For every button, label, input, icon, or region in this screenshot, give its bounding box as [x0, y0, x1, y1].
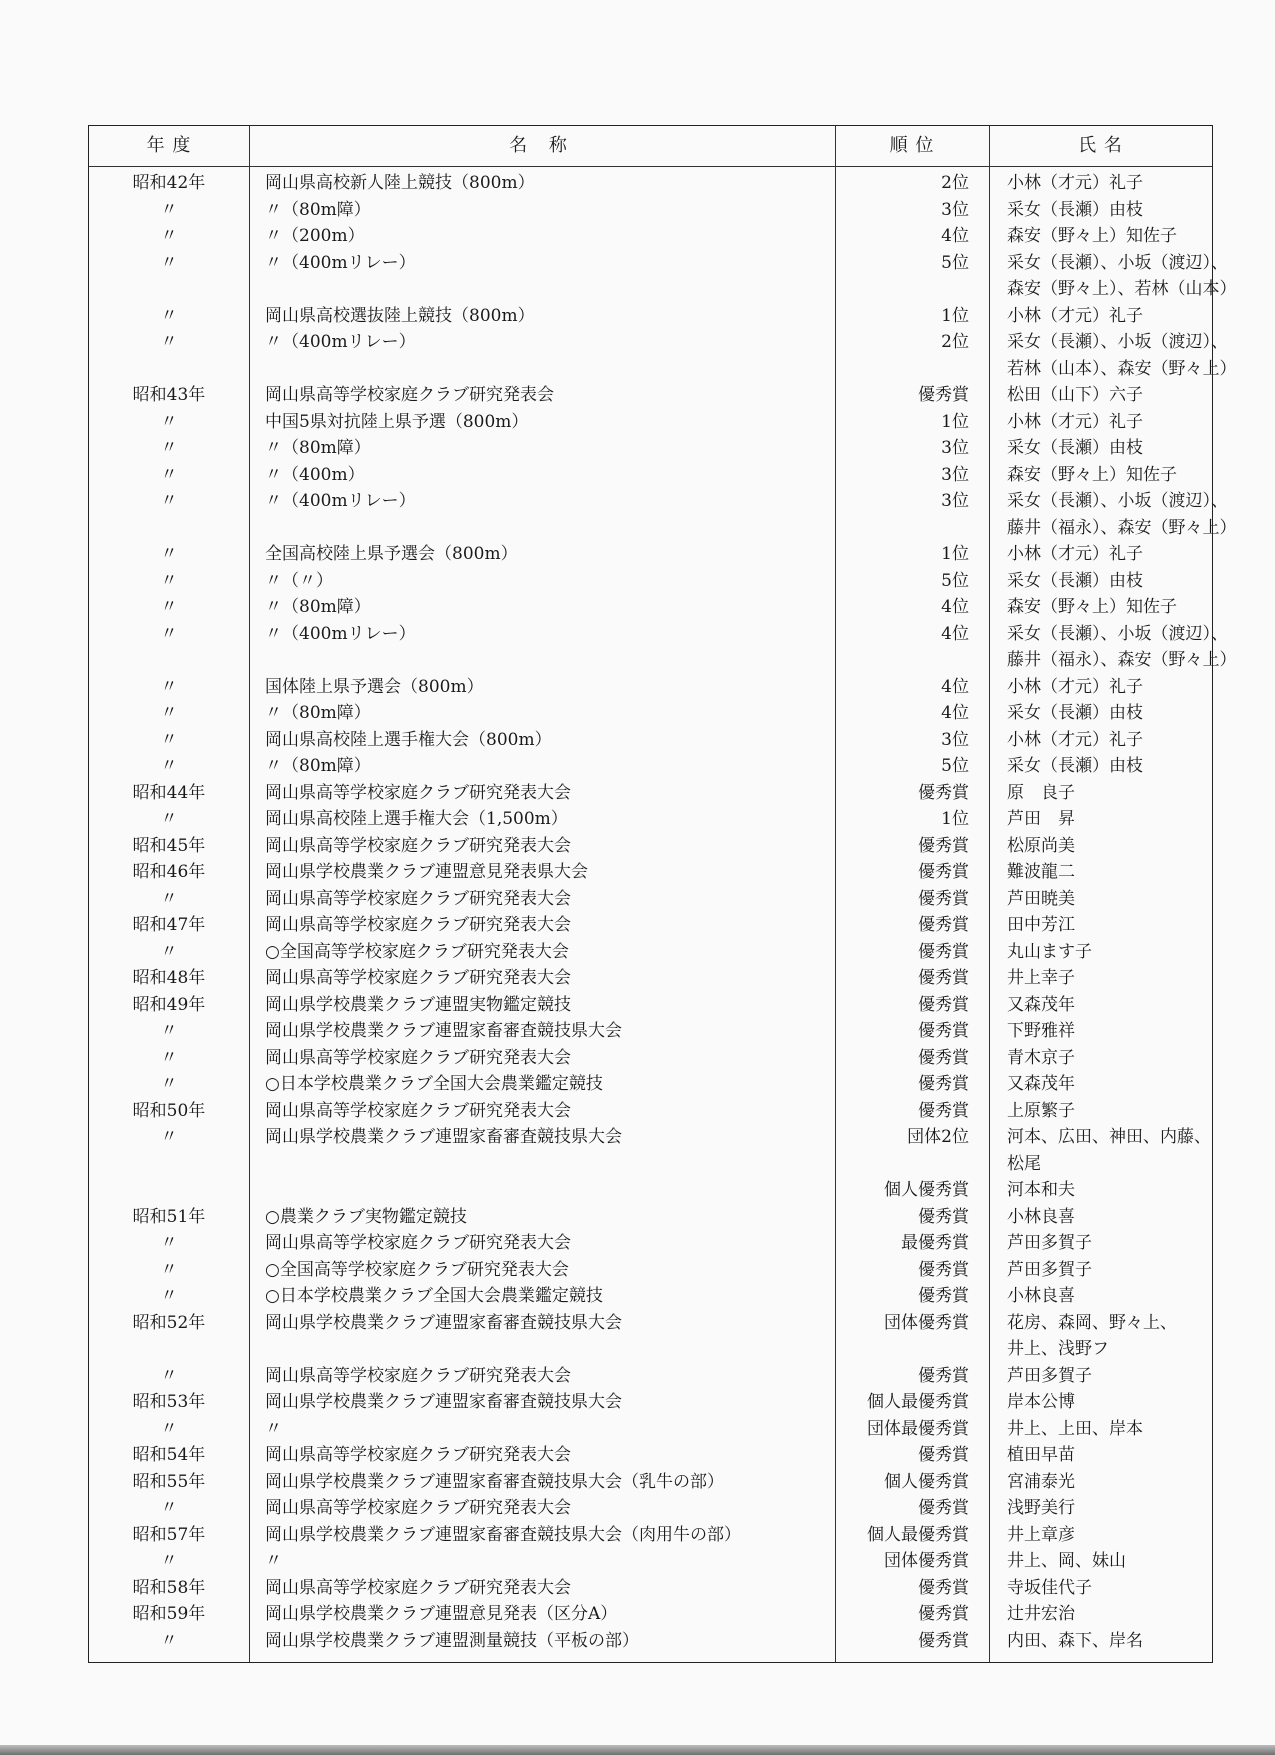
rank-cell: 優秀賞 — [918, 915, 969, 935]
rank-cell: 個人最優秀賞 — [867, 1392, 969, 1412]
name-cell: 小林（才元）礼子 — [1007, 305, 1143, 326]
name-cell: 井上、浅野フ — [1007, 1339, 1109, 1359]
rank-cell: 優秀賞 — [918, 1630, 969, 1651]
rank-cell: 団体優秀賞 — [884, 1551, 969, 1571]
table-row — [89, 462, 1212, 489]
name-cell: 采女（長瀬）、小坂（渡辺）、 — [1007, 623, 1228, 644]
title-cell: 岡山県高校陸上選手権大会（1,500m） — [265, 809, 568, 829]
table-row — [89, 356, 1237, 383]
table-row — [89, 276, 1237, 303]
rank-cell: 優秀賞 — [918, 782, 969, 803]
year-cell: 昭和49年 — [132, 994, 206, 1015]
year-cell: 昭和53年 — [132, 1392, 206, 1412]
rank-cell: 2位 — [941, 173, 969, 193]
title-cell: 〃（80m障） — [265, 756, 371, 776]
table-header — [89, 126, 1212, 167]
title-cell: 岡山県高等学校家庭クラブ研究発表大会 — [265, 835, 571, 856]
title-cell: ○全国高等学校家庭クラブ研究発表大会 — [265, 1259, 569, 1280]
name-cell: 又森茂年 — [1007, 1074, 1075, 1094]
year-cell: 〃 — [160, 597, 178, 617]
rank-cell: 3位 — [941, 199, 969, 220]
table-row — [89, 1310, 1212, 1337]
table-row — [89, 250, 1228, 277]
table-row — [89, 1204, 1212, 1231]
table-row — [89, 1601, 1212, 1628]
table-row — [89, 912, 1212, 939]
year-cell: 〃 — [160, 809, 178, 829]
table-row — [89, 753, 1212, 780]
title-cell: 〃（80m障） — [265, 438, 371, 458]
rank-cell: 優秀賞 — [918, 1604, 969, 1624]
rank-cell: 優秀賞 — [918, 1074, 969, 1094]
year-cell: 〃 — [160, 411, 178, 432]
title-cell: 岡山県高等学校家庭クラブ研究発表大会 — [265, 1233, 571, 1253]
table-row — [89, 435, 1212, 462]
table-row — [89, 541, 1212, 568]
title-cell: 岡山県高等学校家庭クラブ研究発表大会 — [265, 1577, 571, 1598]
year-cell: 昭和51年 — [132, 1206, 206, 1227]
table-row — [89, 1469, 1212, 1496]
rank-cell: 4位 — [941, 703, 969, 723]
title-cell: 岡山県学校農業クラブ連盟意見発表（区分A） — [265, 1604, 618, 1624]
name-cell: 芦田多賀子 — [1007, 1259, 1092, 1280]
table-row — [89, 1071, 1212, 1098]
title-cell: 中国5県対抗陸上県予選（800m） — [265, 411, 529, 432]
title-cell: 〃（80m障） — [265, 703, 371, 723]
table-row — [89, 515, 1237, 542]
name-cell: 芦田多賀子 — [1007, 1365, 1092, 1386]
table-row — [89, 1257, 1212, 1284]
title-cell: 岡山県高等学校家庭クラブ研究発表大会 — [265, 782, 571, 803]
table-row — [89, 223, 1212, 250]
name-cell: 森安（野々上）知佐子 — [1007, 597, 1177, 617]
title-cell: 〃 — [265, 1418, 282, 1439]
rank-cell: 優秀賞 — [918, 941, 969, 962]
rank-cell: 4位 — [941, 676, 969, 697]
table-row — [89, 647, 1237, 674]
rank-cell: 2位 — [941, 332, 969, 352]
name-cell: 采女（長瀬）、小坂（渡辺）、 — [1007, 252, 1228, 273]
rank-cell: 優秀賞 — [918, 1445, 969, 1465]
rank-cell: 個人最優秀賞 — [867, 1524, 969, 1545]
title-cell: 岡山県高校陸上選手権大会（800m） — [265, 729, 552, 750]
name-cell: 又森茂年 — [1007, 994, 1075, 1015]
name-cell: 田中芳江 — [1007, 915, 1075, 935]
title-cell: 岡山県高等学校家庭クラブ研究発表大会 — [265, 968, 571, 988]
title-cell: 〃（200m） — [265, 226, 365, 246]
table-row — [89, 806, 1212, 833]
name-cell: 采女（長瀬）由枝 — [1007, 756, 1143, 776]
year-cell: 〃 — [160, 1074, 178, 1094]
table-row — [89, 409, 1212, 436]
name-cell: 藤井（福永）、森安（野々上） — [1007, 650, 1237, 670]
name-cell: 采女（長瀬）由枝 — [1007, 703, 1143, 723]
rank-cell: 4位 — [941, 623, 969, 644]
name-cell: 森安（野々上）知佐子 — [1007, 226, 1177, 246]
rank-cell: 1位 — [941, 411, 969, 432]
year-cell: 昭和52年 — [132, 1312, 206, 1333]
title-cell: 〃（400m） — [265, 464, 365, 485]
name-cell: 小林良喜 — [1007, 1206, 1075, 1227]
table-row — [89, 780, 1212, 807]
rank-cell: 3位 — [941, 438, 969, 458]
table-row — [89, 197, 1212, 224]
title-cell: 岡山県高等学校家庭クラブ研究発表大会 — [265, 1100, 571, 1121]
title-cell: 岡山県高等学校家庭クラブ研究発表大会 — [265, 1445, 571, 1465]
year-cell: 〃 — [160, 1630, 178, 1651]
rank-cell: 5位 — [941, 756, 969, 776]
rank-cell: 3位 — [941, 491, 969, 511]
name-cell: 下野雅祥 — [1007, 1021, 1075, 1041]
year-cell: 〃 — [160, 888, 178, 909]
table-row — [89, 1389, 1212, 1416]
year-cell: 〃 — [160, 570, 178, 591]
title-cell: 岡山県高校新人陸上競技（800m） — [265, 173, 535, 193]
table-row — [89, 1045, 1212, 1072]
name-cell: 辻井宏治 — [1007, 1604, 1075, 1624]
table-row — [89, 727, 1212, 754]
year-cell: 〃 — [160, 676, 178, 697]
name-cell: 河本和夫 — [1007, 1180, 1075, 1200]
year-cell: 昭和47年 — [132, 915, 206, 935]
year-cell: 昭和46年 — [132, 862, 206, 882]
year-cell: 〃 — [160, 438, 178, 458]
rank-cell: 1位 — [941, 544, 969, 564]
table-row — [89, 329, 1228, 356]
table-row — [89, 1230, 1212, 1257]
title-cell: 〃（80m障） — [265, 199, 371, 220]
year-cell: 〃 — [160, 1551, 178, 1571]
title-cell: ○日本学校農業クラブ全国大会農業鑑定競技 — [265, 1074, 603, 1094]
name-cell: 森安（野々上）知佐子 — [1007, 464, 1177, 485]
title-cell: 岡山県高等学校家庭クラブ研究発表会 — [265, 385, 554, 405]
year-cell: 〃 — [160, 464, 178, 485]
year-cell: 昭和55年 — [132, 1471, 206, 1492]
year-cell: 昭和44年 — [132, 782, 206, 803]
rank-cell: 最優秀賞 — [901, 1233, 969, 1253]
table-row — [89, 700, 1212, 727]
name-cell: 丸山ます子 — [1007, 941, 1092, 962]
year-cell: 昭和50年 — [132, 1100, 206, 1121]
name-cell: 浅野美行 — [1007, 1498, 1075, 1518]
table-row — [89, 1283, 1212, 1310]
title-cell: ○農業クラブ実物鑑定競技 — [265, 1206, 467, 1227]
rank-cell: 優秀賞 — [918, 1286, 969, 1306]
name-cell: 難波龍二 — [1007, 862, 1075, 882]
title-cell: 岡山県学校農業クラブ連盟家畜審査競技県大会 — [265, 1312, 622, 1333]
rank-cell: 4位 — [941, 597, 969, 617]
year-cell: 〃 — [160, 1127, 178, 1147]
table-row — [89, 1495, 1212, 1522]
name-cell: 花房、森岡、野々上、 — [1007, 1312, 1177, 1333]
rank-cell: 優秀賞 — [918, 1577, 969, 1598]
title-cell: 岡山県学校農業クラブ連盟家畜審査競技県大会 — [265, 1392, 622, 1412]
title-cell: 岡山県高校選抜陸上競技（800m） — [265, 305, 535, 326]
table-row — [89, 992, 1212, 1019]
name-cell: 小林良喜 — [1007, 1286, 1075, 1306]
rank-cell: 優秀賞 — [918, 1259, 969, 1280]
rank-cell: 優秀賞 — [918, 1365, 969, 1386]
title-cell: 岡山県高等学校家庭クラブ研究発表大会 — [265, 915, 571, 935]
rank-cell: 個人優秀賞 — [884, 1471, 969, 1492]
year-cell: 昭和59年 — [132, 1604, 206, 1624]
rank-cell: 優秀賞 — [918, 1498, 969, 1518]
title-cell: 岡山県学校農業クラブ連盟家畜審査競技県大会（肉用牛の部） — [265, 1524, 741, 1545]
rank-cell: 優秀賞 — [918, 1206, 969, 1227]
table-row — [89, 1416, 1212, 1443]
year-cell: 〃 — [160, 941, 178, 962]
name-cell: 松尾 — [1007, 1153, 1041, 1174]
rank-cell: 1位 — [941, 305, 969, 326]
rank-cell: 5位 — [941, 252, 969, 273]
name-cell: 植田早苗 — [1007, 1445, 1075, 1465]
name-cell: 井上幸子 — [1007, 968, 1075, 988]
rank-cell: 4位 — [941, 226, 969, 246]
rank-cell: 優秀賞 — [918, 835, 969, 856]
table-row — [89, 1177, 1212, 1204]
name-cell: 青木京子 — [1007, 1047, 1075, 1068]
table-row — [89, 939, 1212, 966]
title-cell: 〃（400mリレー） — [265, 491, 416, 511]
table-row — [89, 1018, 1212, 1045]
name-cell: 芦田多賀子 — [1007, 1233, 1092, 1253]
awards-table — [88, 125, 1237, 1663]
year-cell: 〃 — [160, 199, 178, 220]
name-cell: 小林（才元）礼子 — [1007, 729, 1143, 750]
title-cell: ○全国高等学校家庭クラブ研究発表大会 — [265, 941, 569, 962]
year-cell: 〃 — [160, 544, 178, 564]
rank-cell: 3位 — [941, 464, 969, 485]
year-cell: 〃 — [160, 1047, 178, 1068]
year-cell: 〃 — [160, 1498, 178, 1518]
year-cell: 〃 — [160, 305, 178, 326]
title-cell: 岡山県学校農業クラブ連盟測量競技（平板の部） — [265, 1630, 639, 1651]
title-cell: ○日本学校農業クラブ全国大会農業鑑定競技 — [265, 1286, 603, 1306]
year-cell: 〃 — [160, 491, 178, 511]
table-row — [89, 1336, 1212, 1363]
name-cell: 藤井（福永）、森安（野々上） — [1007, 517, 1237, 538]
rank-cell: 3位 — [941, 729, 969, 750]
title-cell: 岡山県学校農業クラブ連盟家畜審査競技県大会 — [265, 1021, 622, 1041]
year-cell: 昭和54年 — [132, 1445, 206, 1465]
title-cell: 全国高校陸上県予選会（800m） — [265, 544, 518, 564]
rank-cell: 優秀賞 — [918, 862, 969, 882]
year-cell: 昭和57年 — [132, 1524, 206, 1545]
rank-cell: 優秀賞 — [918, 968, 969, 988]
year-cell: 昭和45年 — [132, 835, 206, 856]
name-cell: 井上章彦 — [1007, 1524, 1075, 1545]
name-cell: 井上、岡、妹山 — [1007, 1551, 1126, 1571]
table-row — [89, 488, 1228, 515]
rank-cell: 優秀賞 — [918, 1100, 969, 1121]
table-row — [89, 621, 1228, 648]
year-cell: 昭和43年 — [132, 385, 206, 405]
year-cell: 〃 — [160, 703, 178, 723]
title-cell: 岡山県学校農業クラブ連盟実物鑑定競技 — [265, 994, 571, 1015]
title-cell: 岡山県学校農業クラブ連盟家畜審査競技県大会 — [265, 1127, 622, 1147]
table-row — [89, 1098, 1212, 1125]
year-cell: 〃 — [160, 756, 178, 776]
table-row — [89, 886, 1212, 913]
table-row — [89, 1628, 1212, 1655]
table-row — [89, 674, 1212, 701]
name-cell: 若林（山本）、森安（野々上） — [1007, 358, 1237, 379]
rank-cell: 優秀賞 — [918, 1047, 969, 1068]
rank-cell: 団体優秀賞 — [884, 1312, 969, 1333]
year-cell: 〃 — [160, 332, 178, 352]
rank-cell: 個人優秀賞 — [884, 1180, 969, 1200]
year-cell: 〃 — [160, 226, 178, 246]
year-cell: 昭和58年 — [132, 1577, 206, 1598]
header-title: 名 称 — [509, 135, 575, 156]
name-cell: 芦田暁美 — [1007, 888, 1075, 909]
rank-cell: 優秀賞 — [918, 1021, 969, 1041]
scan-edge — [0, 1745, 1275, 1755]
year-cell: 〃 — [160, 1233, 178, 1253]
name-cell: 河本、広田、神田、内藤、 — [1007, 1127, 1211, 1147]
year-cell: 〃 — [160, 1259, 178, 1280]
name-cell: 采女（長瀬）、小坂（渡辺）、 — [1007, 491, 1228, 511]
title-cell: 国体陸上県予選会（800m） — [265, 676, 484, 697]
title-cell: 〃 — [265, 1551, 282, 1571]
header-year: 年 度 — [146, 135, 192, 156]
table-row — [89, 303, 1212, 330]
rank-cell: 優秀賞 — [918, 385, 969, 405]
title-cell: 岡山県学校農業クラブ連盟意見発表県大会 — [265, 862, 588, 882]
table-row — [89, 1548, 1212, 1575]
name-cell: 小林（才元）礼子 — [1007, 411, 1143, 432]
name-cell: 上原繁子 — [1007, 1100, 1075, 1121]
rank-cell: 優秀賞 — [918, 888, 969, 909]
name-cell: 岸本公博 — [1007, 1392, 1075, 1412]
name-cell: 松原尚美 — [1007, 835, 1075, 856]
rank-cell: 団体2位 — [907, 1127, 969, 1147]
name-cell: 采女（長瀬）由枝 — [1007, 199, 1143, 220]
name-cell: 森安（野々上）、若林（山本） — [1007, 279, 1237, 299]
name-cell: 松田（山下）六子 — [1007, 385, 1143, 405]
table-row — [89, 382, 1212, 409]
title-cell: 岡山県高等学校家庭クラブ研究発表大会 — [265, 1047, 571, 1068]
rank-cell: 5位 — [941, 570, 969, 591]
year-cell: 〃 — [160, 729, 178, 750]
table-row — [89, 1442, 1212, 1469]
year-cell: 〃 — [160, 1021, 178, 1041]
title-cell: 〃（80m障） — [265, 597, 371, 617]
rank-cell: 団体最優秀賞 — [867, 1418, 969, 1439]
table-row — [89, 833, 1212, 860]
table-row — [89, 859, 1212, 886]
title-cell: 岡山県高等学校家庭クラブ研究発表大会 — [265, 888, 571, 909]
title-cell: 岡山県高等学校家庭クラブ研究発表大会 — [265, 1365, 571, 1386]
title-cell: 岡山県高等学校家庭クラブ研究発表大会 — [265, 1498, 571, 1518]
name-cell: 内田、森下、岸名 — [1007, 1630, 1143, 1651]
table-row — [89, 965, 1212, 992]
table-row — [89, 1124, 1212, 1151]
name-cell: 原 良子 — [1007, 782, 1075, 803]
year-cell: 〃 — [160, 252, 178, 273]
table-row — [89, 1363, 1212, 1390]
year-cell: 〃 — [160, 1286, 178, 1306]
title-cell: 〃（400mリレー） — [265, 332, 416, 352]
rank-cell: 優秀賞 — [918, 994, 969, 1015]
title-cell: 〃（400mリレー） — [265, 252, 416, 273]
title-cell: 〃（400mリレー） — [265, 623, 416, 644]
name-cell: 芦田 昇 — [1007, 809, 1075, 829]
year-cell: 〃 — [160, 623, 178, 644]
rank-cell: 1位 — [941, 809, 969, 829]
name-cell: 小林（才元）礼子 — [1007, 676, 1143, 697]
name-cell: 宮浦泰光 — [1007, 1471, 1075, 1492]
name-cell: 井上、上田、岸本 — [1007, 1418, 1143, 1439]
title-cell: 岡山県学校農業クラブ連盟家畜審査競技県大会（乳牛の部） — [265, 1471, 724, 1492]
name-cell: 寺坂佳代子 — [1007, 1577, 1092, 1598]
year-cell: 〃 — [160, 1418, 178, 1439]
table-row — [89, 1522, 1212, 1549]
table-row — [89, 1151, 1212, 1178]
table-row — [89, 568, 1212, 595]
name-cell: 采女（長瀬）由枝 — [1007, 438, 1143, 458]
header-rank: 順 位 — [889, 135, 935, 156]
name-cell: 小林（才元）礼子 — [1007, 544, 1143, 564]
name-cell: 采女（長瀬）、小坂（渡辺）、 — [1007, 332, 1228, 352]
year-cell: 昭和42年 — [132, 173, 206, 193]
title-cell: 〃（〃） — [265, 570, 333, 591]
table-row — [89, 594, 1212, 621]
header-name: 氏 名 — [1078, 135, 1123, 156]
year-cell: 昭和48年 — [132, 968, 206, 988]
table-row — [89, 170, 1212, 197]
table-row — [89, 1575, 1212, 1602]
name-cell: 采女（長瀬）由枝 — [1007, 570, 1143, 591]
name-cell: 小林（才元）礼子 — [1007, 173, 1143, 193]
year-cell: 〃 — [160, 1365, 178, 1386]
